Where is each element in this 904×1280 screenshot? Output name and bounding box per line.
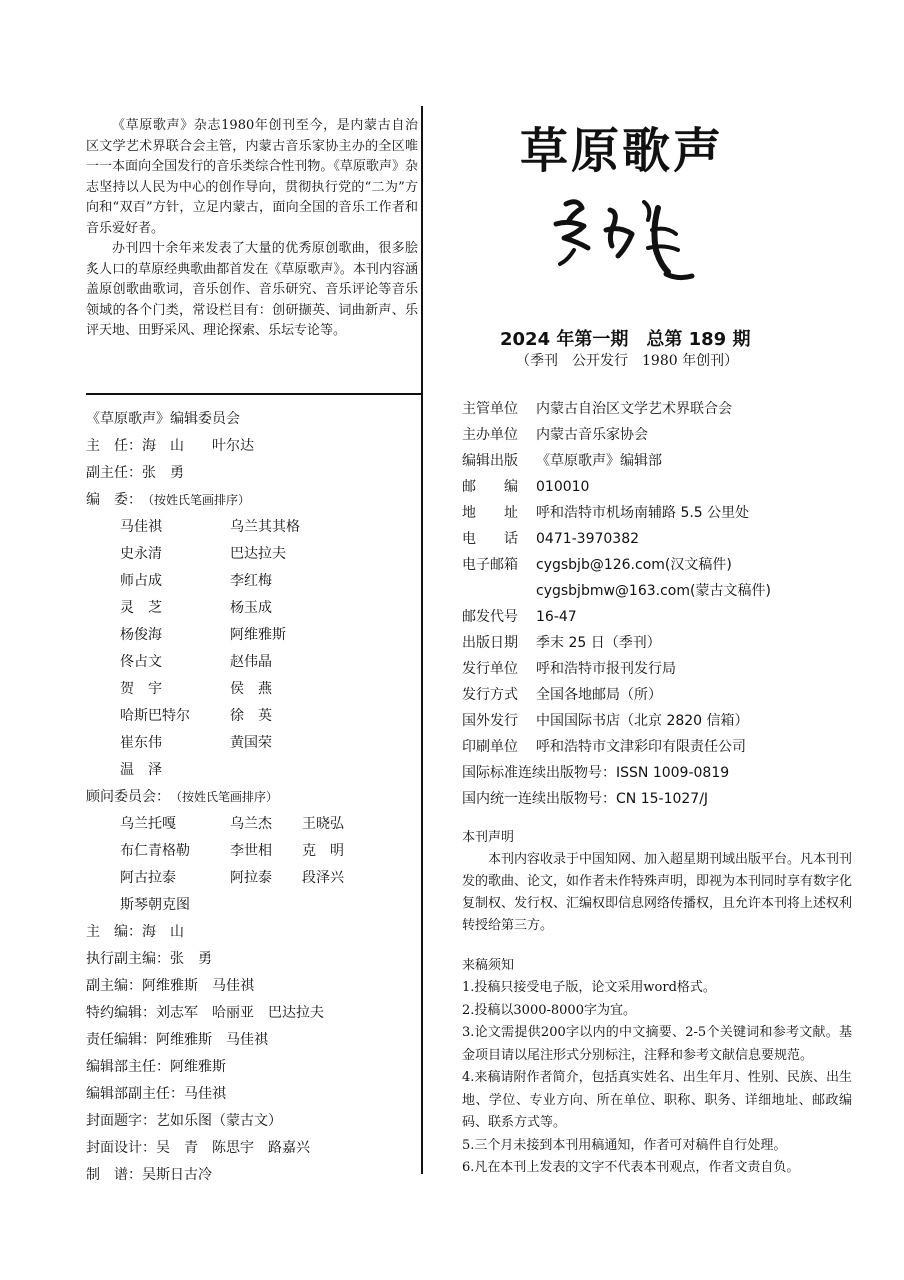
info-value: 中国国际书店（北京 2820 信箱）: [536, 713, 749, 729]
staff-value: 阿维雅斯 马佳祺: [142, 978, 254, 994]
intro-paragraph-1: 《草原歌声》杂志1980年创刊至今，是内蒙古自治区文学艺术界联合会主管，内蒙古音乐家协主办的全区唯一一本面向全国发行的音乐类综合性刊物。《草原歌声》杂志坚持以人民为中心的创作导向，贯彻执行党的“二为”方向和“双百”方针，立足内蒙古，面向全国的音乐工作者和音乐爱好者。: [86, 118, 418, 236]
info-value: cygsbjbmw@163.com(蒙古文稿件): [536, 583, 771, 599]
info-value: 呼和浩特市机场南辅路 5.5 公里处: [536, 505, 750, 521]
member-name: 灵 芝: [120, 600, 162, 616]
committee-heading: 《草原歌声》编辑委员会: [86, 411, 240, 427]
magazine-title: 草原歌声: [520, 123, 725, 179]
copyright-statement: [462, 827, 852, 937]
staff-row: [86, 919, 416, 946]
cn-number: 国内统一连续出版物号：CN 15-1027/J: [462, 791, 709, 807]
advisor-name: 李世相: [230, 843, 272, 859]
member-name: 徐 英: [230, 708, 272, 724]
staff-label: 封面设计：: [86, 1140, 156, 1156]
member-name: 崔东伟: [120, 735, 162, 751]
staff-label: 封面题字：: [86, 1113, 156, 1129]
advisors-note: （按姓氏笔画排序）: [170, 790, 279, 804]
staff-label: 副主编：: [86, 978, 142, 994]
staff-label: 编辑部副主任：: [86, 1086, 184, 1102]
info-value: 0471-3970382: [536, 531, 640, 547]
director-row: [86, 433, 416, 460]
statement-text: 本刊内容收录于中国知网、加入超星期刊域出版平台。凡本刊刊发的歌曲、论文，如作者未作特殊声明，即视为本刊同时享有数字化复制权、发行权、汇编权即信息网络传播权，且允许本刊将上述权利转授给第三方。: [462, 852, 853, 933]
staff-row: [86, 1162, 416, 1189]
member-row: [86, 730, 416, 757]
issn-number: 国际标准连续出版物号：ISSN 1009-0819: [462, 765, 730, 781]
staff-label: 执行副主编：: [86, 951, 170, 967]
info-row: [462, 630, 892, 656]
member-name: 温 泽: [120, 762, 162, 778]
member-row: [86, 514, 416, 541]
member-name: 贺 宇: [120, 681, 162, 697]
staff-value: 马佳祺: [184, 1086, 226, 1102]
vice-director-row: [86, 460, 416, 487]
info-label: 电 话: [462, 531, 518, 547]
members-row: [86, 487, 416, 514]
submission-item: 2.投稿以3000-8000字为宜。: [462, 1002, 636, 1018]
advisor-name: 布仁青格勒: [120, 843, 190, 859]
member-name: 史永清: [120, 546, 162, 562]
staff-row: [86, 1027, 416, 1054]
staff-label: 责任编辑：: [86, 1032, 156, 1048]
member-name: 马佳祺: [120, 519, 162, 535]
staff-row: [86, 1081, 416, 1108]
info-value: cygsbjb@126.com(汉文稿件): [536, 557, 732, 573]
info-value: 内蒙古音乐家协会: [536, 427, 648, 443]
submission-item: 5.三个月未接到本刊用稿通知，作者可对稿件自行处理。: [462, 1137, 787, 1153]
info-value: 全国各地邮局（所）: [536, 687, 662, 703]
staff-value: 吴 青 陈思宇 路嘉兴: [156, 1140, 310, 1156]
submission-heading: 来稿须知: [462, 958, 515, 973]
info-label: 编辑出版: [462, 453, 518, 469]
staff-value: 海 山: [142, 924, 184, 940]
staff-label: 主 编：: [86, 924, 142, 940]
info-row: [462, 604, 892, 630]
vice-director-label: 副主任：: [86, 465, 142, 481]
issue-number: 2024 年第一期 总第 189 期: [500, 329, 751, 350]
advisor-name: 斯琴朝克图: [120, 897, 190, 913]
staff-value: 阿维雅斯 马佳祺: [156, 1032, 268, 1048]
info-row: [462, 578, 892, 604]
advisor-row: [86, 838, 416, 865]
info-label: 地 址: [462, 505, 518, 521]
member-row: [86, 568, 416, 595]
member-name: 乌兰其其格: [230, 519, 300, 535]
submission-guidelines: [462, 955, 852, 1180]
info-row: [462, 526, 892, 552]
info-label: 发行方式: [462, 687, 518, 703]
members-note: （按姓氏笔画排序）: [142, 493, 251, 507]
info-value: 010010: [536, 479, 590, 495]
advisor-name: 段泽兴: [302, 870, 344, 886]
members-label: 编 委：: [86, 492, 142, 508]
info-label: 电子邮箱: [462, 557, 518, 573]
member-name: 黄国荣: [230, 735, 272, 751]
intro-paragraph-2: 办刊四十余年来发表了大量的优秀原创歌曲，很多脍炙人口的草原经典歌曲都首发在《草原歌声》。本刊内容涵盖原创歌曲歌词，音乐创作、音乐研究、音乐评论等音乐领域的各个门类，常设栏目有：创研撷英、词曲新声、乐评天地、田野采风、理论探索、乐坛专论等。: [86, 241, 418, 338]
mongolian-script-logo: [548, 190, 708, 290]
submission-item: 4.来稿请附作者简介，包括真实姓名、出生年月、性别、民族、出生地、学位、专业方向、所在单位、职称、职务、详细地址、邮政编码、联系方式等。: [462, 1070, 852, 1130]
section-divider: [86, 393, 421, 395]
statement-heading: 本刊声明: [462, 830, 515, 845]
staff-label: 制 谱：: [86, 1167, 142, 1183]
info-row: [462, 396, 892, 422]
info-value: 呼和浩特市报刊发行局: [536, 661, 676, 677]
staff-value: 阿维雅斯: [170, 1059, 226, 1075]
info-value: 季末 25 日（季刊）: [536, 635, 661, 651]
member-row: [86, 703, 416, 730]
column-divider: [421, 106, 423, 1174]
member-name: 杨俊海: [120, 627, 162, 643]
info-row: [462, 656, 892, 682]
staff-value: 刘志军 哈丽亚 巴达拉夫: [156, 1005, 324, 1021]
info-label: 印刷单位: [462, 739, 518, 755]
info-label: 出版日期: [462, 635, 518, 651]
info-row: [462, 734, 892, 760]
staff-row: [86, 1135, 416, 1162]
advisor-row: [86, 865, 416, 892]
advisor-name: 乌兰杰: [230, 816, 272, 832]
staff-row: [86, 946, 416, 973]
info-row: [462, 552, 892, 578]
staff-row: [86, 1000, 416, 1027]
staff-value: 吴斯日古冷: [142, 1167, 212, 1183]
member-name: 李红梅: [230, 573, 272, 589]
advisor-name: 阿拉泰: [230, 870, 272, 886]
info-row: [462, 422, 892, 448]
info-value: 呼和浩特市文津彩印有限责任公司: [536, 739, 746, 755]
info-value: 16-47: [536, 609, 577, 625]
member-name: 赵伟晶: [230, 654, 272, 670]
info-label: 国外发行: [462, 713, 518, 729]
advisor-name: 克 明: [302, 843, 344, 859]
member-name: 哈斯巴特尔: [120, 708, 190, 724]
advisors-label: 顾问委员会：: [86, 789, 170, 805]
publication-info: [462, 396, 892, 812]
info-value: 《草原歌声》编辑部: [536, 453, 662, 469]
staff-value: 艺如乐图（蒙古文）: [156, 1113, 282, 1129]
submission-item: 6.凡在本刊上发表的文字不代表本刊观点，作者文责自负。: [462, 1160, 800, 1175]
staff-value: 张 勇: [170, 951, 212, 967]
magazine-intro: [86, 116, 418, 342]
member-name: 杨玉成: [230, 600, 272, 616]
advisor-row: [86, 892, 416, 919]
member-row: [86, 649, 416, 676]
member-row: [86, 676, 416, 703]
advisor-name: 阿古拉泰: [120, 870, 176, 886]
info-value: 内蒙古自治区文学艺术界联合会: [536, 401, 732, 417]
member-row: [86, 622, 416, 649]
director-names: 海 山 叶尔达: [142, 438, 254, 454]
staff-label: 编辑部主任：: [86, 1059, 170, 1075]
info-row: [462, 474, 892, 500]
advisor-name: 王晓弘: [302, 816, 344, 832]
editorial-committee: [86, 406, 416, 1189]
advisors-row: [86, 784, 416, 811]
info-row: [462, 448, 892, 474]
member-name: 巴达拉夫: [230, 546, 286, 562]
info-row: [462, 708, 892, 734]
info-label: 邮 编: [462, 479, 518, 495]
member-name: 师占成: [120, 573, 162, 589]
member-name: 佟占文: [120, 654, 162, 670]
submission-item: 3.论文需提供200字以内的中文摘要、2-5个关键词和参考文献。基金项目请以尾注形式分别标注，注释和参考文献信息要规范。: [462, 1025, 852, 1063]
member-row: [86, 757, 416, 784]
info-label: 邮发代号: [462, 609, 518, 625]
staff-row: [86, 1108, 416, 1135]
staff-row: [86, 973, 416, 1000]
submission-item: 1.投稿只接受电子版，论文采用word格式。: [462, 980, 716, 995]
info-row: [462, 500, 892, 526]
member-row: [86, 541, 416, 568]
member-row: [86, 595, 416, 622]
advisor-row: [86, 811, 416, 838]
director-label: 主 任：: [86, 438, 142, 454]
info-label: 发行单位: [462, 661, 518, 677]
issue-subtitle: （季刊 公开发行 1980 年创刊）: [516, 353, 739, 369]
info-label: 主办单位: [462, 427, 518, 443]
staff-row: [86, 1054, 416, 1081]
member-name: 阿维雅斯: [230, 627, 286, 643]
staff-label: 特约编辑：: [86, 1005, 156, 1021]
info-label: 主管单位: [462, 401, 518, 417]
vice-director-names: 张 勇: [142, 465, 184, 481]
member-name: 侯 燕: [230, 681, 272, 697]
advisor-name: 乌兰托嘎: [120, 816, 176, 832]
info-row: [462, 682, 892, 708]
